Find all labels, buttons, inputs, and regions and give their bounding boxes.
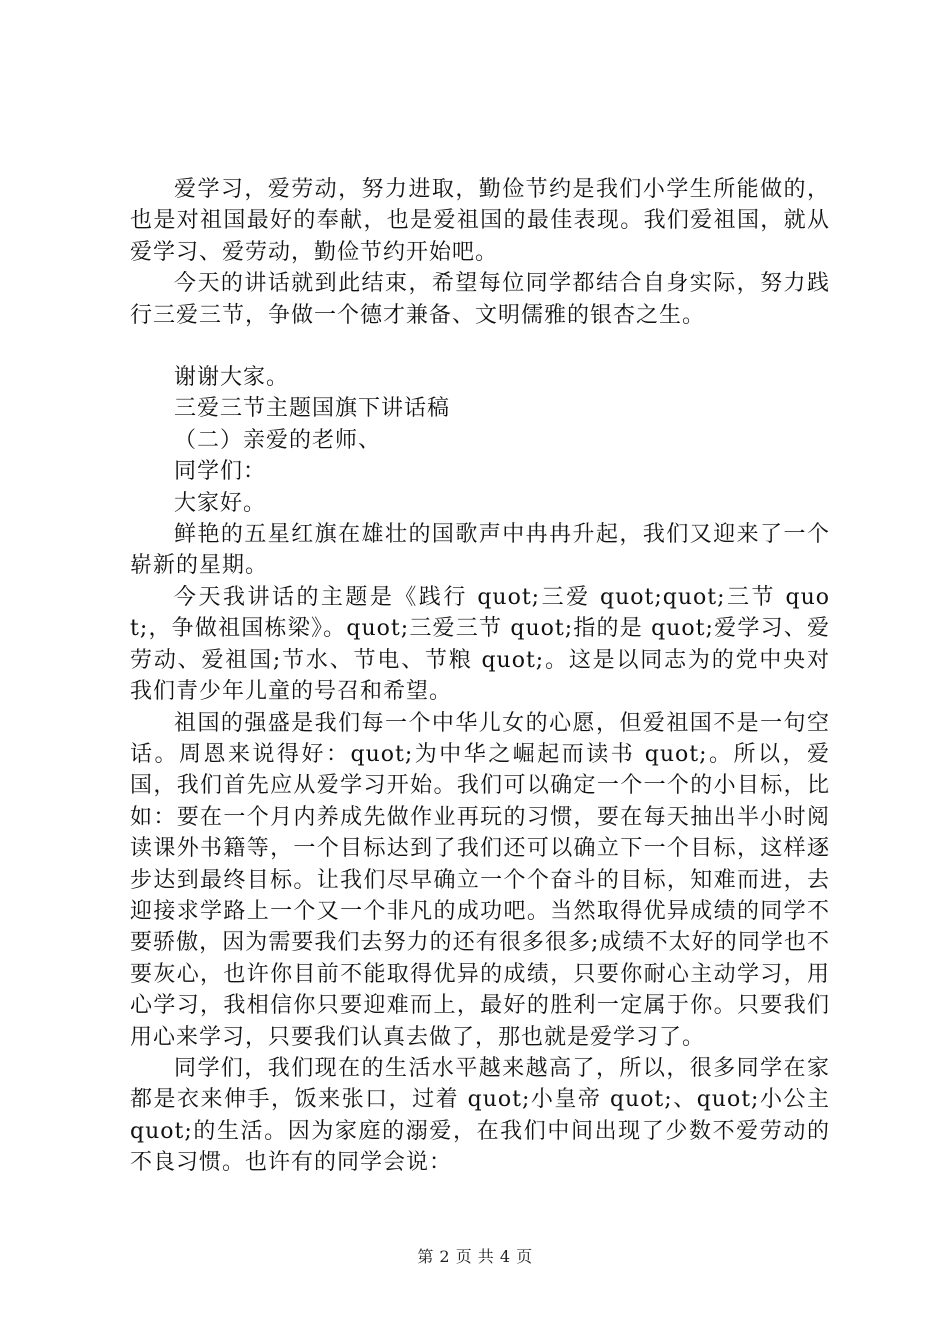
paragraph: 爱学习，爱劳动，努力进取，勤俭节约是我们小学生所能做的，也是对祖国最好的奉献，也是爱祖国的最佳表现。我们爱祖国，就从爱学习、爱劳动，勤俭节约开始吧。: [130, 177, 830, 265]
document-body: [130, 174, 830, 1179]
speech-title: 三爱三节主题国旗下讲话稿: [174, 396, 451, 422]
page-number-footer: 第 2 页 共 4 页: [417, 1247, 533, 1266]
paragraph: 同学们，我们现在的生活水平越来越高了，所以，很多同学在家都是衣来伸手，饭来张口，过着 quot;小皇帝 quot;、quot;小公主 quot;的生活。因为家庭的溺爱，在我们中间出现了少数不爱劳动的不良习惯。也许有的同学会说：: [130, 1055, 830, 1176]
paragraph: 谢谢大家。: [174, 365, 290, 391]
paragraph: 鲜艳的五星红旗在雄壮的国歌声中冉冉升起，我们又迎来了一个崭新的星期。: [130, 522, 830, 579]
greeting: 大家好。: [174, 490, 267, 516]
paragraph: 今天的讲话就到此结束，希望每位同学都结合自身实际，努力践行三爱三节，争做一个德才兼备、文明儒雅的银杏之生。: [130, 271, 830, 328]
paragraph: 祖国的强盛是我们每一个中华儿女的心愿，但爱祖国不是一句空话。周恩来说得好：quot;为中华之崛起而读书 quot;。所以，爱国，我们首先应从爱学习开始。我们可以确定一个一个的小目标，比如：要在一个月内养成先做作业再玩的习惯，要在每天抽出半小时阅读课外书籍等，一个目标达到了我们还可以确立下一个目标，这样逐步达到最终目标。让我们尽早确立一个个奋斗的目标，知难而进，去迎接求学路上一个又一个非凡的成功吧。当然取得优异成绩的同学不要骄傲，因为需要我们去努力的还有很多很多;成绩不太好的同学也不要灰心，也许你目前不能取得优异的成绩，只要你耐心主动学习，用心学习，我相信你只要迎难而上，最好的胜利一定属于你。只要我们用心来学习，只要我们认真去做了，那也就是爱学习了。: [130, 710, 830, 1050]
paragraph: 今天我讲话的主题是《践行 quot;三爱 quot;quot;三节 quot;，争做祖国栋梁》。quot;三爱三节 quot;指的是 quot;爱学习、爱劳动、爱祖国;节水、节电、节粮 quot;。这是以同志为的党中央对我们青少年儿童的号召和希望。: [130, 584, 830, 705]
salutation: （二）亲爱的老师、: [174, 427, 382, 453]
salutation: 同学们：: [174, 459, 267, 485]
